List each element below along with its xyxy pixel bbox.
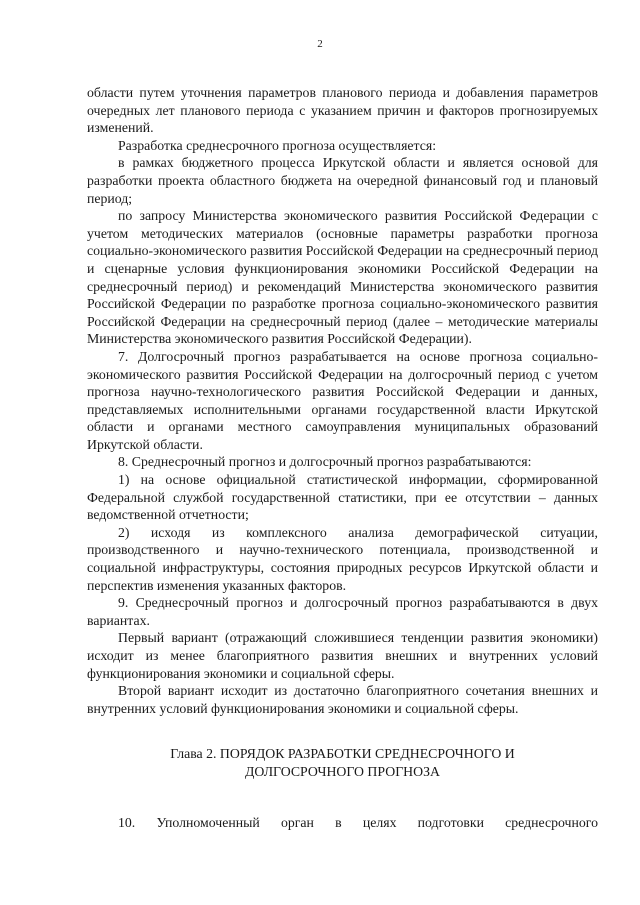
page-number: 2 [317, 38, 323, 50]
paragraph-7: 1) на основе официальной статистической информации, сформированной Федеральной службой государственной статистики, при ее отсутствии – данных ведомственной отчетности; [87, 472, 598, 523]
paragraph-12: 10. Уполномоченный орган в целях подготовки среднесрочного [118, 814, 598, 830]
paragraph-4: по запросу Министерства экономического развития Российской Федерации с учетом методических материалов (основные параметры разработки прогноза социально-экономического развития Российской Федерации на среднесрочный период и сценарные условия функционирования экономики Российской Федерации на среднесрочный период) и рекомендаций Министерства экономического развития Российской Федерации по разработке прогноза социально-экономического развития Российской Федерации на среднесрочный период (далее – методические материалы Министерства экономического развития Российской Федерации). [87, 208, 598, 347]
chapter-heading-line-2: ДОЛГОСРОЧНОГО ПРОГНОЗА [245, 763, 440, 779]
paragraph-3: в рамках бюджетного процесса Иркутской области и является основой для разработки проекта областного бюджета на очередной финансовый год и плановый период; [87, 155, 598, 206]
paragraph-6: 8. Среднесрочный прогноз и долгосрочный прогноз разрабатываются: [118, 454, 532, 470]
chapter-heading-line-1: Глава 2. ПОРЯДОК РАЗРАБОТКИ СРЕДНЕСРОЧНОГО И [170, 746, 515, 762]
paragraph-9: 9. Среднесрочный прогноз и долгосрочный прогноз разрабатываются в двух вариантах. [87, 595, 598, 628]
paragraph-1: области путем уточнения параметров планового периода и добавления параметров очередных лет планового периода с указанием причин и факторов прогнозируемых изменений. [87, 85, 598, 136]
paragraph-2: Разработка среднесрочного прогноза осуществляется: [118, 137, 437, 153]
paragraph-11: Второй вариант исходит из достаточно благоприятного сочетания внешних и внутренних условий функционирования экономики и социальной сферы. [87, 683, 598, 716]
paragraph-5: 7. Долгосрочный прогноз разрабатывается на основе прогноза социально-экономического развития Российской Федерации на долгосрочный период с учетом прогноза научно-технологического развития Российской Федерации и данных, представляемых исполнительными органами государственной власти Иркутской области и органами местного самоуправления муниципальных образований Иркутской области. [87, 348, 598, 452]
paragraph-10: Первый вариант (отражающий сложившиеся тенденции развития экономики) исходит из менее благоприятного развития внешних и внутренних условий функционирования экономики и социальной сферы. [87, 630, 598, 681]
chapter-heading [87, 745, 598, 780]
document-body [87, 84, 598, 831]
paragraph-8: 2) исходя из комплексного анализа демографической ситуации, производственного и научно-технического потенциала, производственной и социальной инфраструктуры, состояния природных ресурсов Иркутской области и перспектив изменения указанных факторов. [87, 524, 598, 593]
